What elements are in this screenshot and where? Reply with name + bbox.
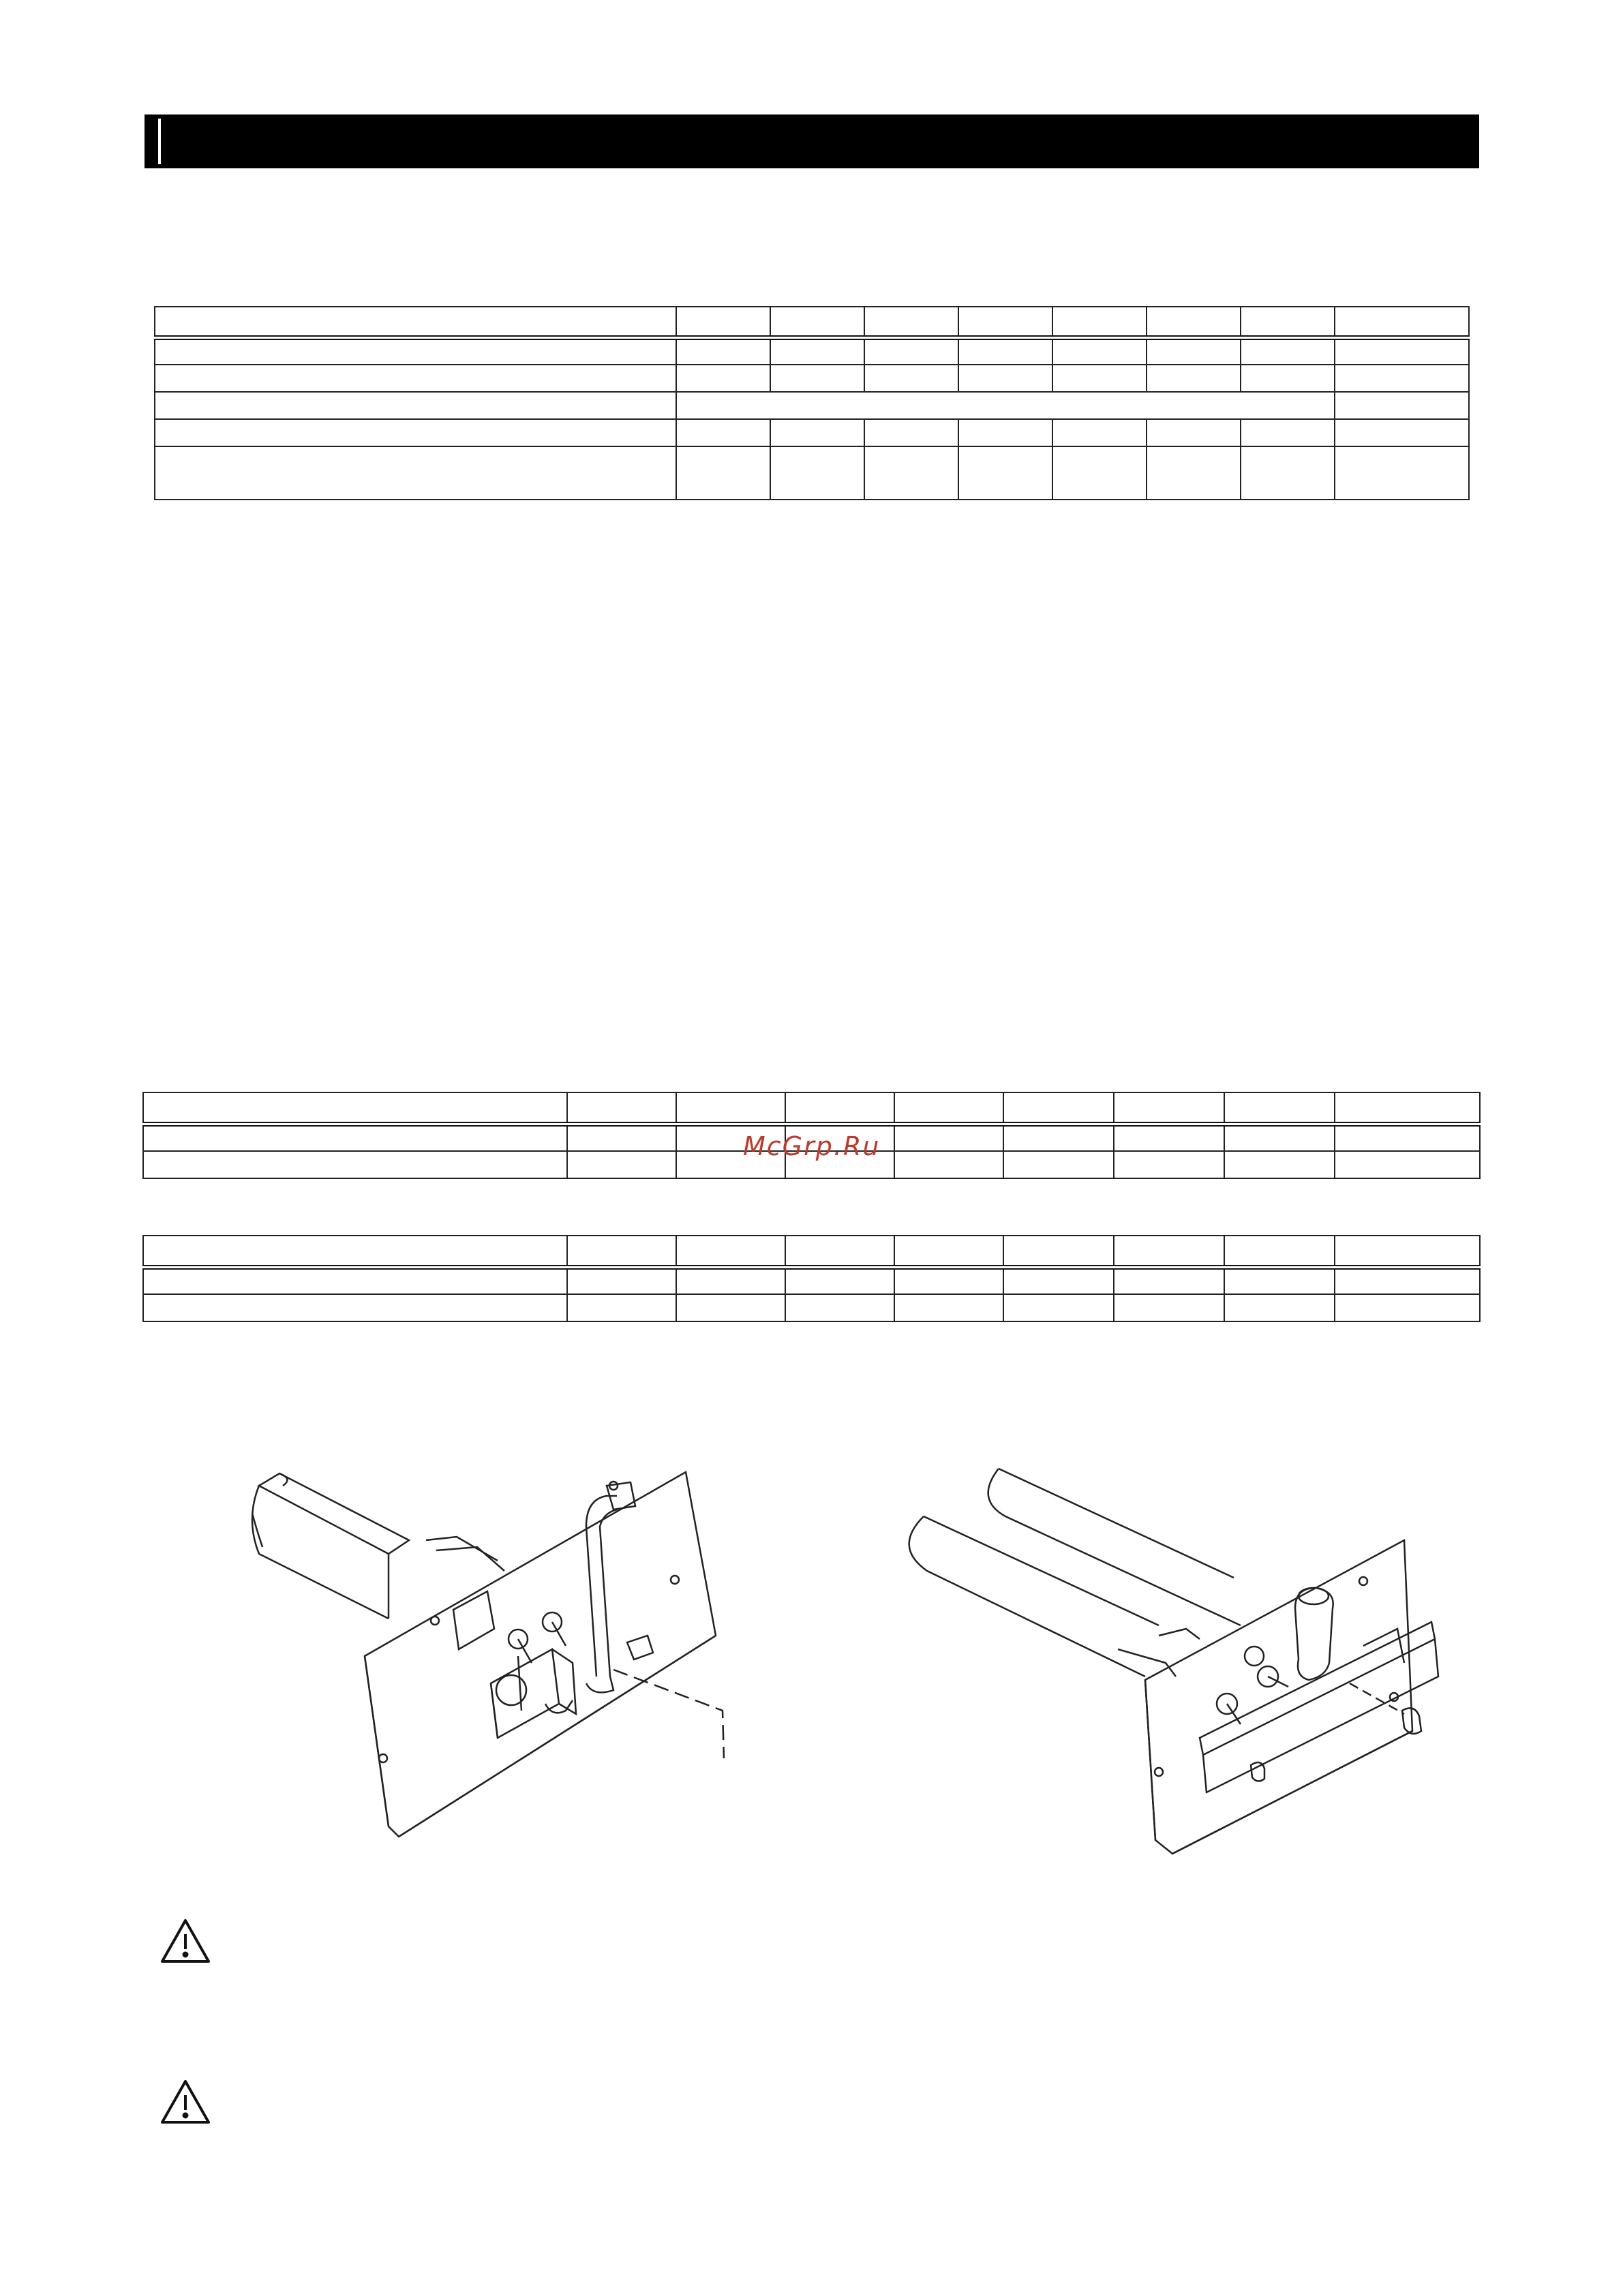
table-row <box>155 365 1469 392</box>
warning-triangle-icon <box>160 1916 211 1965</box>
table-row <box>143 1294 1480 1321</box>
table-row <box>143 1267 1480 1294</box>
table-row <box>143 1092 1480 1124</box>
burner-figure-left <box>232 1458 736 1867</box>
table-row <box>155 419 1469 446</box>
table-row <box>155 446 1469 500</box>
burner-figure-right <box>886 1452 1479 1861</box>
warning-triangle-icon <box>160 2077 211 2126</box>
section-header-bar <box>145 114 1479 168</box>
specs-table-1 <box>154 306 1470 500</box>
table-row <box>155 337 1469 365</box>
table-row <box>143 1236 1480 1267</box>
table-row <box>155 392 1469 419</box>
specs-table-3 <box>142 1235 1481 1322</box>
watermark: McGrp.Ru <box>743 1131 881 1161</box>
table-row <box>155 307 1469 337</box>
